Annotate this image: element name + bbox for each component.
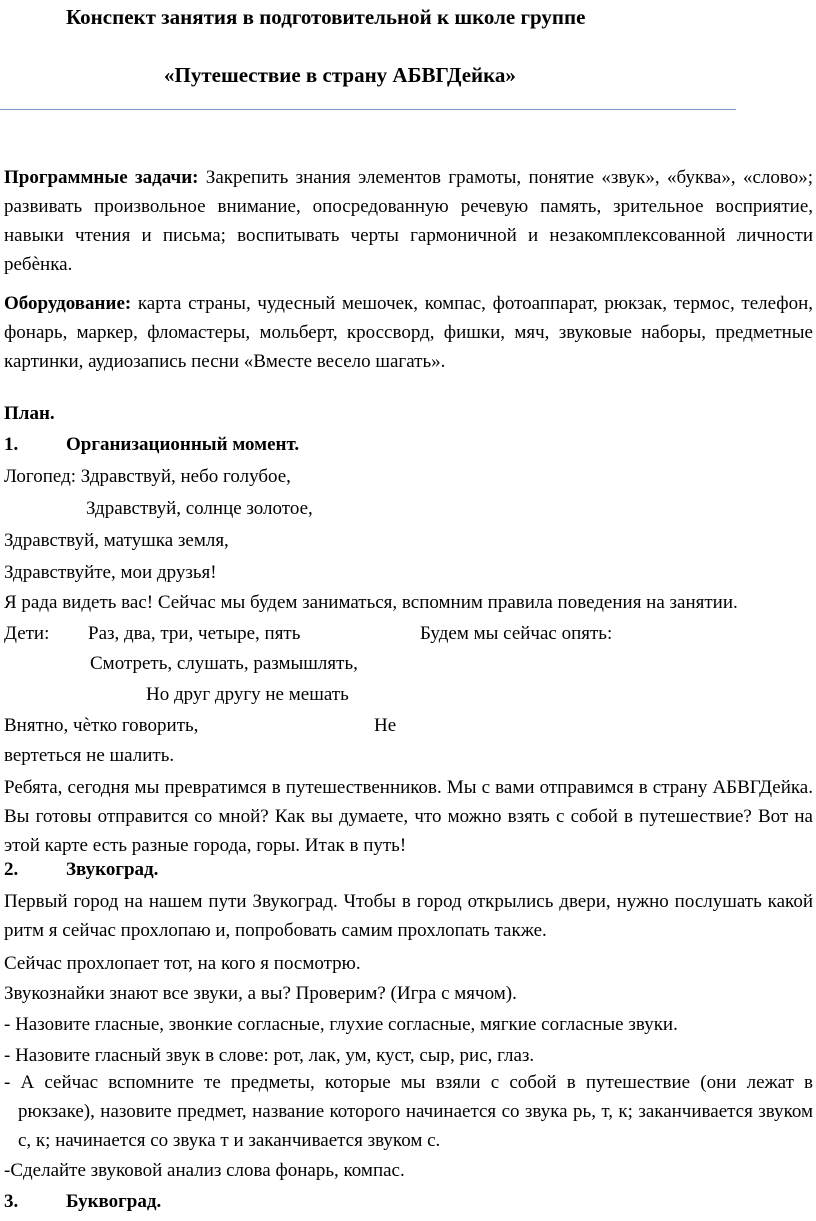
poem-line-4: Здравствуйте, мои друзья! [4,562,217,583]
travel-paragraph: Ребята, сегодня мы превратимся в путешественников. Мы с вами отправимся в страну АБВГДейка. Вы готовы отправится со мной? Как вы думаете, что можно взять с собой в путешествие? Вот на этой карте есть разные города, горы. Итак в путь! [4,777,813,856]
program-tasks-text: Закрепить знания элементов грамоты, понятие «звук», «буква», «слово»; развивать произвольное внимание, опосредованную речевую память, зрительное восприятие, навыки чтения и письма; воспитывать черты гармоничной и незакомплексованной личности ребѐнка. [4,167,813,275]
children-verse-4b: Не [374,715,397,736]
rules-line: Я рада видеть вас! Сейчас мы будем заниматься, вспомним правила поведения на занятии. [4,592,738,613]
ball-game-line: Звукознайки знают все звуки, а вы? Проверим? (Игра с мячом). [4,983,517,1004]
program-tasks-paragraph [4,163,813,279]
equipment-text: карта страны, чудесный мешочек, компас, фотоаппарат, рюкзак, термос, телефон, фонарь, маркер, фломастеры, мольберт, кроссворд, фишки, мяч, звуковые наборы, предметные картинки, аудиозапись песни «Вместе весело шагать». [4,293,813,372]
poem-line-3: Здравствуй, матушка земля, [4,530,229,551]
children-verse-4a: Внятно, чѐтко говорить, [4,715,199,736]
document-title-line-1: Конспект занятия в подготовительной к школе группе [66,5,586,29]
section-3-title: Буквоград. [66,1191,162,1212]
section-1-number: 1. [4,434,19,455]
equipment-paragraph [4,289,813,376]
program-tasks-label: Программные задачи: [4,167,199,188]
children-verse-2: Смотреть, слушать, размышлять, [90,653,358,674]
analysis-line: -Сделайте звуковой анализ слова фонарь, компас. [4,1160,405,1181]
plan-heading: План. [4,403,55,424]
list-item-1: - Назовите гласные, звонкие согласные, глухие согласные, мягкие согласные звуки. [4,1014,678,1035]
clap-line: Сейчас прохлопает тот, на кого я посмотрю. [4,953,361,974]
list-item-2: - Назовите гласный звук в слове: рот, лак, ум, куст, сыр, рис, глаз. [4,1045,535,1066]
document-title-line-2: «Путешествие в страну АБВГДейка» [164,63,516,87]
section-1-title: Организационный момент. [66,434,300,455]
list-item-3: - А сейчас вспомните те предметы, которые мы взяли с собой в путешествие (они лежат в рюкзаке), назовите предмет, название которого начинается со звука рь, т, к; заканчивается звуком с, к; начинается со звука т и заканчивается звуком с. [4,1072,813,1151]
children-verse-1b: Будем мы сейчас опять: [420,623,613,644]
children-verse-3: Но друг другу не мешать [146,684,349,705]
section-3-number: 3. [4,1191,19,1212]
children-verse-1: Раз, два, три, четыре, пять [88,623,301,644]
section-1-heading [4,434,299,456]
children-verse-5: вертеться не шалить. [4,745,175,766]
section-2-title: Звукоград. [66,859,159,880]
title-divider [0,109,736,110]
children-label: Дети: [4,623,50,644]
section-2-number: 2. [4,859,19,880]
poem-line-2: Здравствуй, солнце золотое, [86,498,313,519]
city-paragraph: Первый город на нашем пути Звукоград. Чтобы в город открылись двери, нужно послушать какой ритм я сейчас прохлопаю и, попробовать самим прохлопать также. [4,891,813,941]
poem-line-1: Логопед: Здравствуй, небо голубое, [4,466,291,487]
equipment-label: Оборудование: [4,293,132,314]
section-3-heading [4,1191,161,1213]
section-2-heading [4,859,158,881]
